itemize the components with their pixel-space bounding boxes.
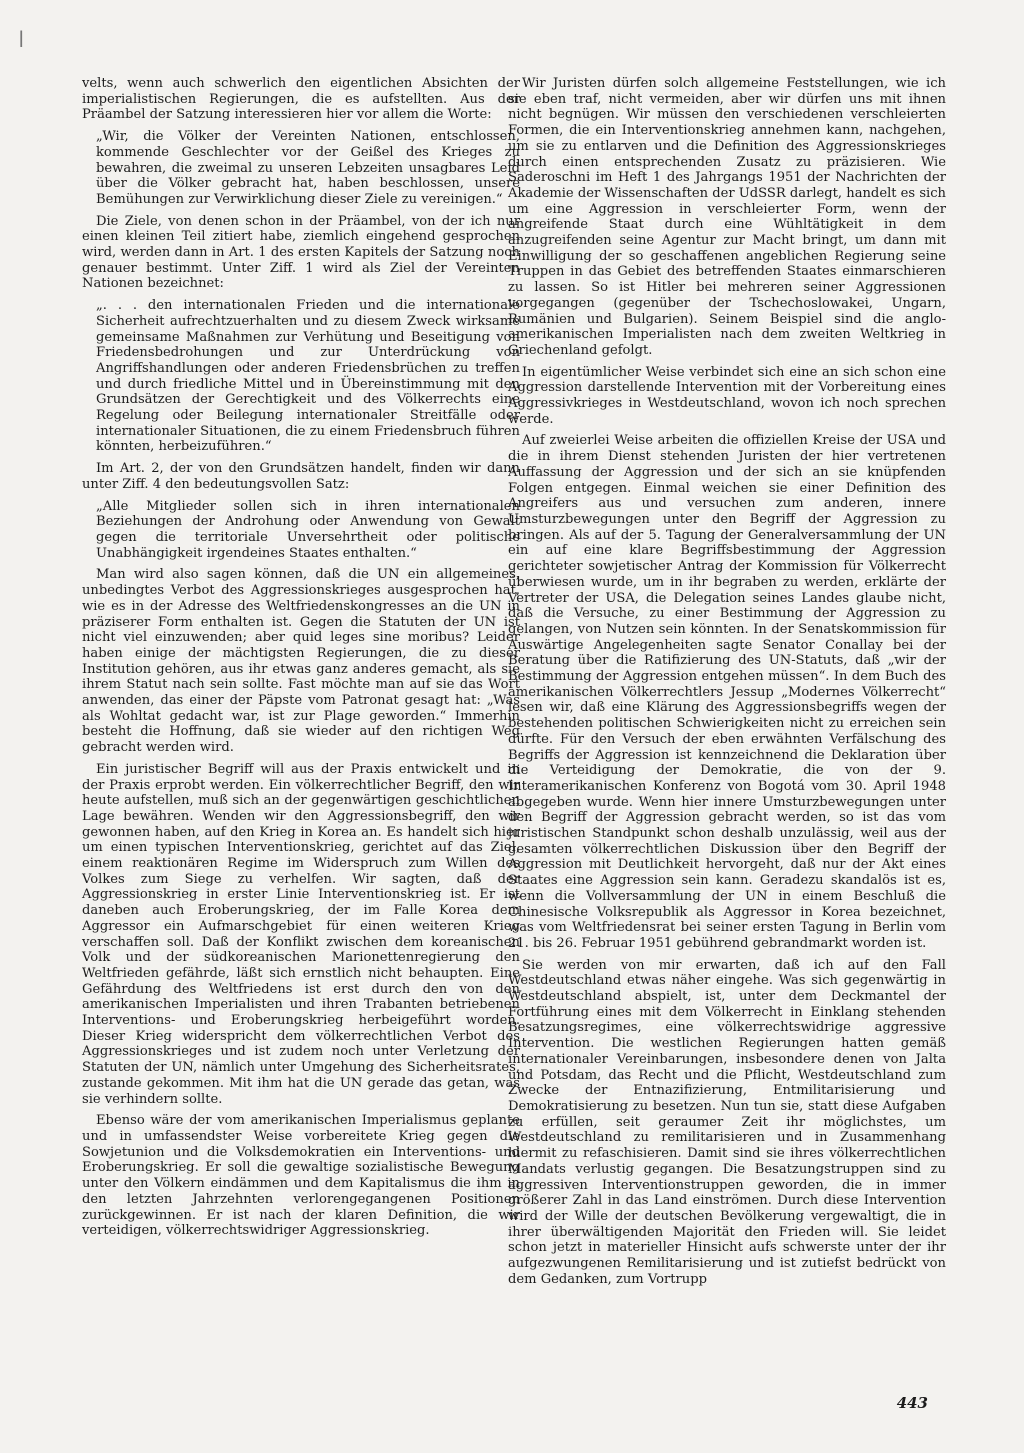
paragraph: velts, wenn auch schwerlich den eigentlichen Absichten der imperialistischen Regierungen, die es aufstellten. Aus der Präambel der Satzung interessieren hier vor allem die Worte: [82, 76, 520, 123]
quote-paragraph: „Wir, die Völker der Vereinten Nationen, entschlossen, kommende Geschlechter vor der Geißel des Krieges zu bewahren, die zweimal zu unseren Lebzeiten unsagbares Leid über die Völker gebracht hat, haben beschlossen, unsere Bemühungen zur Verwirklichung dieser Ziele zu vereinigen.“ [96, 129, 520, 207]
left-column [82, 76, 520, 1245]
paragraph: Im Art. 2, der von den Grundsätzen handelt, finden wir dann unter Ziff. 4 den bedeutungsvollen Satz: [82, 461, 520, 492]
paragraph: Ebenso wäre der vom amerikanischen Imperialismus geplante und in umfassendster Weise vorbereitete Krieg gegen die Sowjetunion und die Volksdemokratien ein Interventions- und Eroberungskrieg. Er soll die gewaltige sozialistische Bewegung unter den Völkern eindämmen und dem Kapitalismus die ihm in den letzten Jahrzehnten verlorengegangenen Positionen zurückgewinnen. Er ist nach der klaren Definition, die wir verteidigen, völkerrechtswidriger Aggressionskrieg. [82, 1113, 520, 1239]
paragraph: Wir Juristen dürfen solch allgemeine Feststellungen, wie ich sie eben traf, nicht vermeiden, aber wir dürfen uns mit ihnen nicht begnügen. Wir müssen den verschiedenen verschleierten Formen, die ein Interventionskrieg annehmen kann, nachgehen, um sie zu entlarven und die Definition des Aggressionskrieges durch einen entsprechenden Zusatz zu präzisieren. Wie Saderoschni im Heft 1 des Jahrgangs 1951 der Nachrichten der Akademie der Wissenschaften der UdSSR darlegt, handelt es sich um eine Aggression in verschleierter Form, wenn der angreifende Staat durch eine Wühltätigkeit in dem anzugreifenden seine Agentur zur Macht bringt, um dann mit Einwilligung der so geschaffenen angeblichen Regierung seine Truppen in das Gebiet des betreffenden Staates einmarschieren zu lassen. So ist Hitler bei mehreren seiner Aggressionen vorgegangen (gegenüber der Tschechoslowakei, Ungarn, Rumänien und Bulgarien). Seinem Beispiel sind die anglo-amerikanischen Imperialisten nach dem zweiten Weltkrieg in Griechenland gefolgt. [508, 76, 946, 358]
right-column [508, 76, 946, 1293]
page-number: 443 [896, 1394, 928, 1412]
quote-paragraph: „. . . den internationalen Frieden und die internationale Sicherheit aufrechtzuerhalten und zu diesem Zweck wirksame gemeinsame Maßnahmen zur Verhütung und Beseitigung von Friedensbedrohungen und zur Unterdrückung von Angriffshandlungen oder anderen Friedensbrüchen zu treffen und durch friedliche Mittel und in Übereinstimmung mit den Grundsätzen der Gerechtigkeit und des Völkerrechts eine Regelung oder Beilegung internationaler Streitfälle oder internationaler Situationen, die zu einem Friedensbruch führen könnten, herbeizuführen.“ [96, 298, 520, 455]
paragraph: Sie werden von mir erwarten, daß ich auf den Fall Westdeutschland etwas näher eingehe. Was sich gegenwärtig in Westdeutschland abspielt, ist, unter dem Deckmantel der Fortführung eines mit dem Völkerrecht in Einklang stehenden Besatzungsregimes, eine völkerrechtswidrige aggressive Intervention. Die westlichen Regierungen hatten gemäß internationaler Vereinbarungen, insbesondere denen von Jalta und Potsdam, das Recht und die Pflicht, Westdeutschland zum Zwecke der Entnazifizierung, Entmilitarisierung und Demokratisierung zu besetzen. Nun tun sie, statt diese Aufgaben zu erfüllen, seit geraumer Zeit ihr möglichstes, um Westdeutschland zu remilitarisieren und in Zusammenhang hiermit zu refaschisieren. Damit sind sie ihres völkerrechtlichen Mandats verlustig gegangen. Die Besatzungstruppen sind zu aggressiven Interventionstruppen geworden, die in immer größerer Zahl in das Land einströmen. Durch diese Intervention wird der Wille der deutschen Bevölkerung vergewaltigt, die in ihrer überwältigenden Majorität den Frieden will. Sie leidet schon jetzt in materieller Hinsicht aufs schwerste unter der ihr aufgezwungenen Remilitarisierung und ist zutiefst bedrückt von dem Gedanken, zum Vortrupp [508, 957, 946, 1287]
paragraph: In eigentümlicher Weise verbindet sich eine an sich schon eine Aggression darstellende Intervention mit der Vorbereitung eines Aggressivkrieges in Westdeutschland, wovon ich noch sprechen werde. [508, 364, 946, 427]
margin-mark: ǀ [18, 28, 25, 53]
quote-paragraph: „Alle Mitglieder sollen sich in ihren internationalen Beziehungen der Androhung oder Anwendung von Gewalt gegen die territoriale Unversehrtheit oder politische Unabhängigkeit irgendeines Staates enthalten.“ [96, 498, 520, 561]
paragraph: Auf zweierlei Weise arbeiten die offiziellen Kreise der USA und die in ihrem Dienst stehenden Juristen der hier vertretenen Auffassung der Aggression und der sich an sie knüpfenden Folgen entgegen. Einmal weichen sie einer Definition des Angreifers aus und versuchen zum anderen, innere Umsturzbewegungen unter den Begriff der Aggression zu bringen. Als auf der 5. Tagung der Generalversammlung der UN ein auf eine klare Begriffsbestimmung der Aggression gerichteter sowjetischer Antrag der Kommission für Völkerrecht überwiesen wurde, um in ihr begraben zu werden, erklärte der Vertreter der USA, die Delegation seines Landes glaube nicht, daß die Versuche, zu einer Bestimmung der Aggression zu gelangen, von Nutzen sein könnten. In der Senatskommission für Auswärtige Angelegenheiten sagte Senator Conallay bei der Beratung über die Ratifizierung des UN-Statuts, daß „wir der Bestimmung der Aggression entgehen müssen“. In dem Buch des amerikanischen Völkerrechtlers Jessup „Modernes Völkerrecht“ lesen wir, daß eine Klärung des Aggressionsbegriffs wegen der bestehenden politischen Schwierigkeiten nicht zu erreichen sein dürfte. Für den Versuch der eben erwähnten Verfälschung des Begriffs der Aggression ist kennzeichnend die Deklaration über die Verteidigung der Demokratie, die von der 9. Interamerikanischen Konferenz von Bogotá vom 30. April 1948 abgegeben wurde. Wenn hier innere Umsturzbewegungen unter den Begriff der Aggression gebracht werden, so ist das vom juristischen Standpunkt schon deshalb unzulässig, weil aus der gesamten völkerrechtlichen Diskussion über den Begriff der Aggression mit Deutlichkeit hervorgeht, daß nur der Akt eines Staates eine Aggression sein kann. Geradezu skandalös ist es, wenn die Vollversammlung der UN in einem Beschluß die Chinesische Volksrepublik als Aggressor in Korea bezeichnet, was vom Weltfriedensrat bei seiner ersten Tagung in Berlin vom 21. bis 26. Februar 1951 gebührend gebrandmarkt worden ist. [508, 433, 946, 951]
paragraph: Die Ziele, von denen schon in der Präambel, von der ich nur einen kleinen Teil zitiert habe, ziemlich eingehend gesprochen wird, werden dann in Art. 1 des ersten Kapitels der Satzung noch genauer bestimmt. Unter Ziff. 1 wird als Ziel der Vereinten Nationen bezeichnet: [82, 213, 520, 292]
paragraph: Ein juristischer Begriff will aus der Praxis entwickelt und in der Praxis erprobt werden. Ein völkerrechtlicher Begriff, den wir heute aufstellen, muß sich an der gegenwärtigen geschichtlichen Lage bewähren. Wenden wir den Aggressionsbegriff, den wir gewonnen haben, auf den Krieg in Korea an. Es handelt sich hier um einen typischen Interventionskrieg, gerichtet auf das Ziel, einem reaktionären Regime im Widerspruch zum Willen des Volkes zum Siege zu verhelfen. Wir sagten, daß der Aggressionskrieg in erster Linie Interventionskrieg ist. Er ist daneben auch Eroberungskrieg, der im Falle Korea dem Aggressor ein Aufmarschgebiet für einen weiteren Krieg verschaffen soll. Daß der Konflikt zwischen dem koreanischen Volk und der südkoreanischen Marionettenregierung den Weltfrieden gefährde, läßt sich ernstlich nicht behaupten. Eine Gefährdung des Weltfriedens ist erst durch den von den amerikanischen Imperialisten und ihren Trabanten betriebenen Interventions- und Eroberungskrieg herbeigeführt worden. Dieser Krieg widerspricht dem völkerrechtlichen Verbot des Aggressionskrieges und ist zudem noch unter Verletzung der Statuten der UN, nämlich unter Umgehung des Sicherheitsrates, zustande gekommen. Mit ihm hat die UN gerade das getan, was sie verhindern sollte. [82, 761, 520, 1107]
paragraph: Man wird also sagen können, daß die UN ein allgemeines, unbedingtes Verbot des Aggressionskrieges ausgesprochen hat, wie es in der Adresse des Weltfriedenskongresses an die UN in präziserer Form enthalten ist. Gegen die Statuten der UN ist nicht viel einzuwenden; aber quid leges sine moribus? Leider haben einige der mächtigsten Regierungen, die zu dieser Institution gehören, aus ihr etwas ganz anderes gemacht, als sie ihrem Statut nach sein sollte. Fast möchte man auf sie das Wort anwenden, das einer der Päpste vom Patronat gesagt hat: „Was als Wohltat gedacht war, ist zur Plage geworden.“ Immerhin besteht die Hoffnung, daß sie wieder auf den richtigen Weg gebracht werden wird. [82, 567, 520, 756]
